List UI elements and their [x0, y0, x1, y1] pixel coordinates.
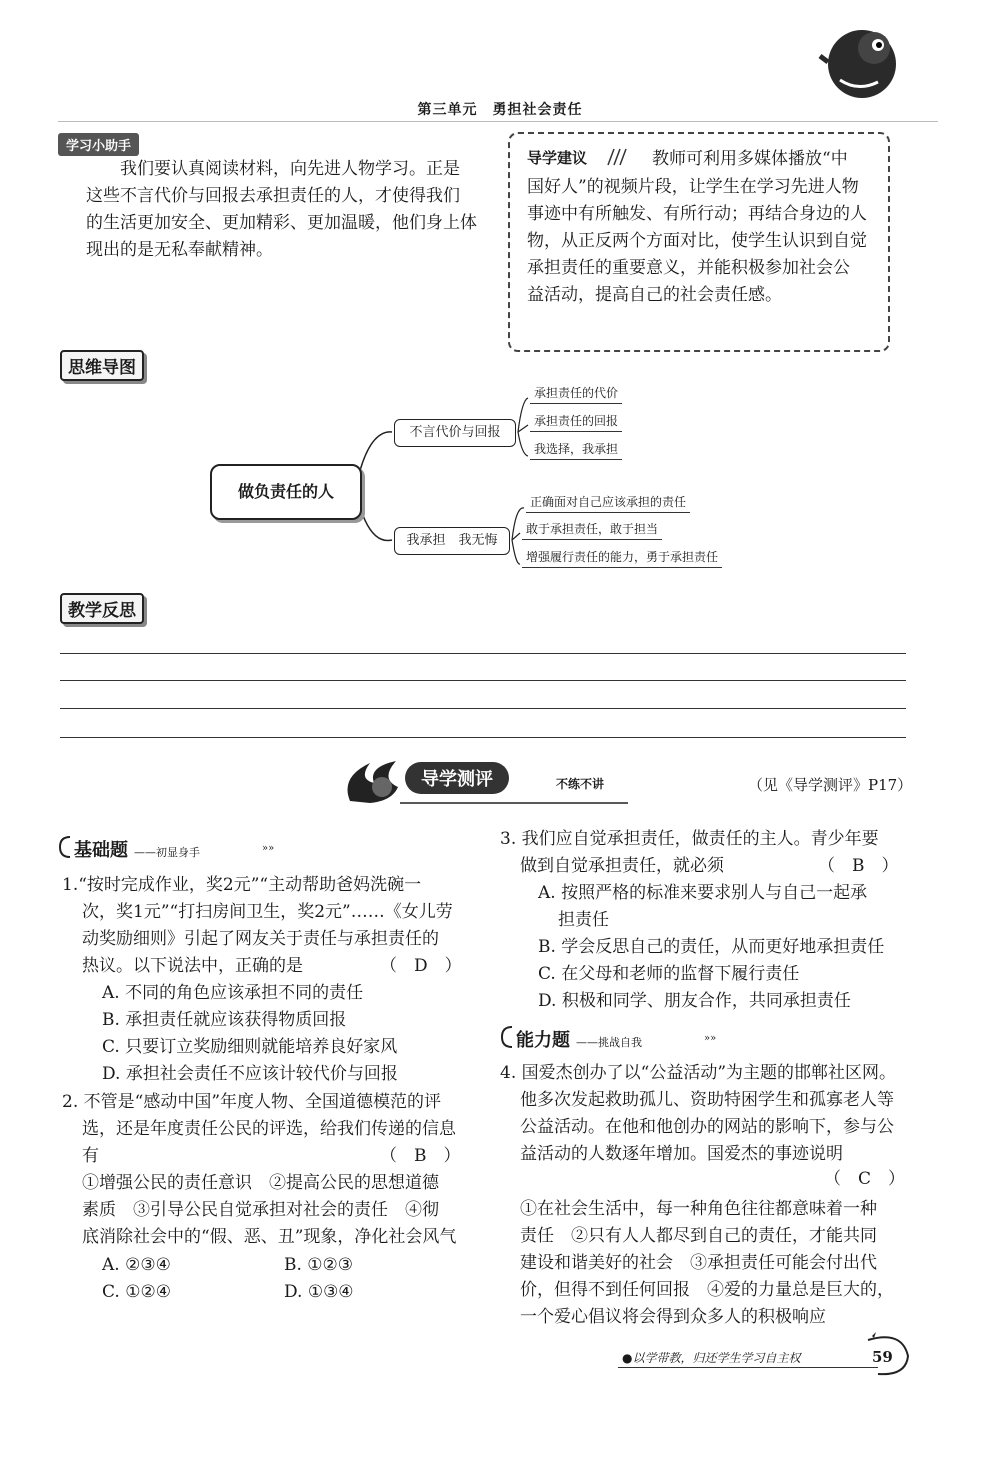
writing-line: [60, 708, 906, 709]
question-text: 4. 国爱杰创办了以“公益活动”为主题的邯郸社区网。: [500, 1063, 897, 1083]
statement-text: 责任 ②只有人人都尽到自己的责任，才能共同: [520, 1226, 877, 1246]
helper-line: 现出的是无私奉献精神。: [86, 240, 273, 260]
question-text: 1.“按时完成作业，奖2元”“主动帮助爸妈洗碗一: [62, 875, 422, 895]
answer-option: D. ①③④: [284, 1282, 354, 1302]
ability-section-subtitle: ——挑战自我: [576, 1036, 642, 1049]
writing-line: [60, 653, 906, 654]
helper-line: 的生活更加安全、更加精彩、更加温暖，他们身上体: [86, 213, 477, 233]
statement-text: 一个爱心倡议将会得到众多人的积极响应: [520, 1307, 826, 1327]
evaluation-subtitle: 不练不讲: [556, 777, 605, 791]
bracket-decoration-icon: [500, 1025, 514, 1049]
question-text: 热议。以下说法中，正确的是: [82, 956, 303, 976]
question-4-statements: [520, 1196, 894, 1331]
basic-section-subtitle: ——初显身手: [134, 846, 200, 859]
statement-text: 底消除社会中的“假、恶、丑”现象，净化社会风气: [82, 1227, 457, 1247]
mindmap-leaf: 我选择，我承担: [530, 440, 622, 460]
answer-option: 担责任: [558, 910, 609, 930]
page-number: 59: [872, 1348, 893, 1366]
question-text: 他多次发起救助孤儿、资助特困学生和孤寡老人等: [520, 1090, 894, 1110]
question-1: [62, 872, 453, 1088]
helper-line: 这些不言代价与回报去承担责任的人，才使得我们: [86, 186, 460, 206]
answer-option: C. 只要订立奖励细则就能培养良好家风: [102, 1037, 398, 1057]
answer-option: A. 按照严格的标准来要求别人与自己一起承: [538, 883, 868, 903]
footer-divider: [618, 1367, 878, 1368]
chevrons-icon: »»: [704, 1033, 717, 1044]
answer-option: D. 承担社会责任不应该计较代价与回报: [102, 1064, 398, 1084]
answer-option: A. ②③④: [102, 1255, 171, 1275]
answer-option: A. 不同的角色应该承担不同的责任: [102, 983, 364, 1003]
question-4-answer: （ C ）: [824, 1169, 906, 1189]
question-text: 益活动的人数逐年增加。国爱杰的事迹说明: [520, 1144, 843, 1164]
question-text: 选，还是年度责任公民的评选，给我们传递的信息: [82, 1119, 456, 1139]
question-text: 公益活动。在他和他创办的网站的影响下，参与公: [520, 1117, 894, 1137]
ability-section-title: 能力题: [516, 1030, 570, 1051]
mindmap-heading: 思维导图: [60, 350, 144, 381]
basic-section-title: 基础题: [74, 840, 128, 861]
suggestion-line: 教师可利用多媒体播放“中: [652, 149, 848, 169]
mindmap-center-node: 做负责任的人: [210, 464, 362, 520]
question-text: 有: [82, 1146, 99, 1166]
question-text: 动奖励细则》引起了网友关于责任与承担责任的: [82, 929, 439, 949]
writing-line: [60, 737, 906, 738]
page-header-title: 第三单元 勇担社会责任: [417, 102, 583, 118]
answer-option: B. 学会反思自己的责任，从而更好地承担责任: [538, 937, 885, 957]
statement-text: 建设和谐美好的社会 ③承担责任可能会付出代: [520, 1253, 877, 1273]
answer-option: C. 在父母和老师的监督下履行责任: [538, 964, 800, 984]
answer-option: C. ①②④: [102, 1282, 171, 1302]
statement-text: 素质 ③引导公民自觉承担对社会的责任 ④彻: [82, 1200, 439, 1220]
statement-text: 价，但得不到任何回报 ④爱的力量总是巨大的，: [520, 1280, 894, 1300]
suggestion-line: 益活动，提高自己的社会责任感。: [527, 285, 782, 305]
helper-line: 我们要认真阅读材料，向先进人物学习。正是: [120, 159, 460, 179]
suggestion-line: 国好人”的视频片段，让学生在学习先进人物: [527, 177, 859, 197]
writing-line: [60, 680, 906, 681]
answer-option: B. ①②③: [284, 1255, 354, 1275]
question-2-answer: （ B ）: [380, 1146, 461, 1166]
suggestion-line: 事迹中有所触发、有所行动；再结合身边的人: [527, 204, 867, 224]
question-text: 做到自觉承担责任，就必须: [520, 856, 724, 876]
mindmap-leaf: 增强履行责任的能力，勇于承担责任: [522, 548, 722, 568]
statement-text: ①增强公民的责任意识 ②提高公民的思想道德: [82, 1173, 439, 1193]
mindmap-leaf: 正确面对自己应该承担的责任: [526, 493, 690, 513]
mindmap-leaf: 敢于承担责任，敢于担当: [522, 520, 662, 540]
question-4: [500, 1060, 896, 1168]
mindmap-branch-node: 我承担 我无悔: [394, 527, 510, 555]
answer-option: D. 积极和同学、朋友合作，共同承担责任: [538, 991, 851, 1011]
question-text: 3. 我们应自觉承担责任，做责任的主人。青少年要: [500, 829, 879, 849]
question-text: 2. 不管是“感动中国”年度人物、全国道德模范的评: [62, 1092, 442, 1112]
statement-text: ①在社会生活中，每一种角色往往都意味着一种: [520, 1199, 877, 1219]
answer-option: B. 承担责任就应该获得物质回报: [102, 1010, 347, 1030]
helper-tag: 学习小助手: [58, 133, 139, 156]
mindmap-leaf: 承担责任的代价: [530, 384, 622, 404]
reflection-heading: 教学反思: [60, 593, 144, 624]
suggestion-label: 导学建议: [527, 149, 588, 167]
mindmap-leaf: 承担责任的回报: [530, 412, 622, 432]
question-3-answer: （ B ）: [818, 856, 899, 876]
evaluation-reference: （见《导学测评》P17）: [748, 776, 913, 794]
question-1-answer: （ D ）: [380, 956, 462, 976]
question-2: [62, 1089, 456, 1251]
suggestion-line: 物，从正反两个方面对比，使学生认识到自觉: [527, 231, 867, 251]
bracket-decoration-icon: [58, 835, 72, 859]
evaluation-title: 导学测评: [405, 762, 509, 794]
mindmap-branch-node: 不言代价与回报: [394, 419, 516, 447]
suggestion-line: 承担责任的重要意义，并能积极参加社会公: [527, 258, 850, 278]
question-text: 次，奖1元”“打扫房间卫生，奖2元”……《女儿劳: [82, 902, 453, 922]
footer-slogan: ●以学带教，归还学生学习自主权: [622, 1351, 801, 1365]
chevrons-icon: »»: [262, 843, 275, 854]
